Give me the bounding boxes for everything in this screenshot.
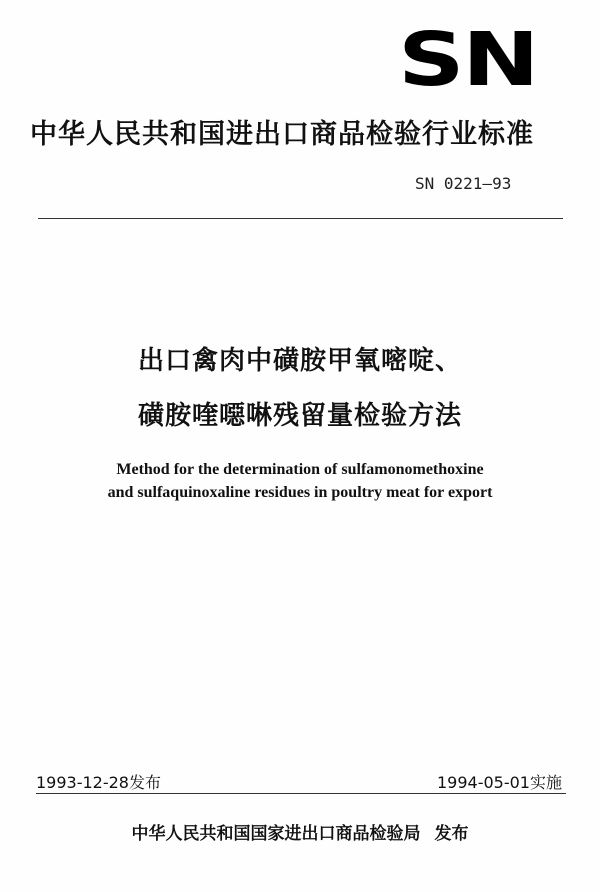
issue-date: 1993-12-28发布: [36, 773, 161, 792]
implementation-date: 1994-05-01实施: [437, 773, 562, 792]
publisher-name: 中华人民共和国国家进出口商品检验局: [131, 824, 421, 844]
sn-logo: [398, 17, 548, 103]
footer-divider: [36, 793, 566, 794]
header-divider: [38, 218, 563, 219]
sn-logo-text: SN: [398, 17, 538, 103]
publisher-action: 发布: [434, 824, 469, 844]
title-chinese-line-1: 出口禽肉中磺胺甲氧嘧啶、: [137, 346, 462, 376]
title-chinese-line-2: 磺胺喹噁啉残留量检验方法: [137, 401, 462, 431]
title-english-line-2: and sulfaquinoxaline residues in poultry meat for export: [107, 484, 493, 501]
standard-code: SN 0221—93: [415, 174, 512, 193]
title-english-line-1: Method for the determination of sulfamonomethoxine: [116, 461, 484, 478]
issuing-body-title: 中华人民共和国进出口商品检验行业标准: [30, 119, 534, 150]
publisher-line: [0, 819, 600, 844]
